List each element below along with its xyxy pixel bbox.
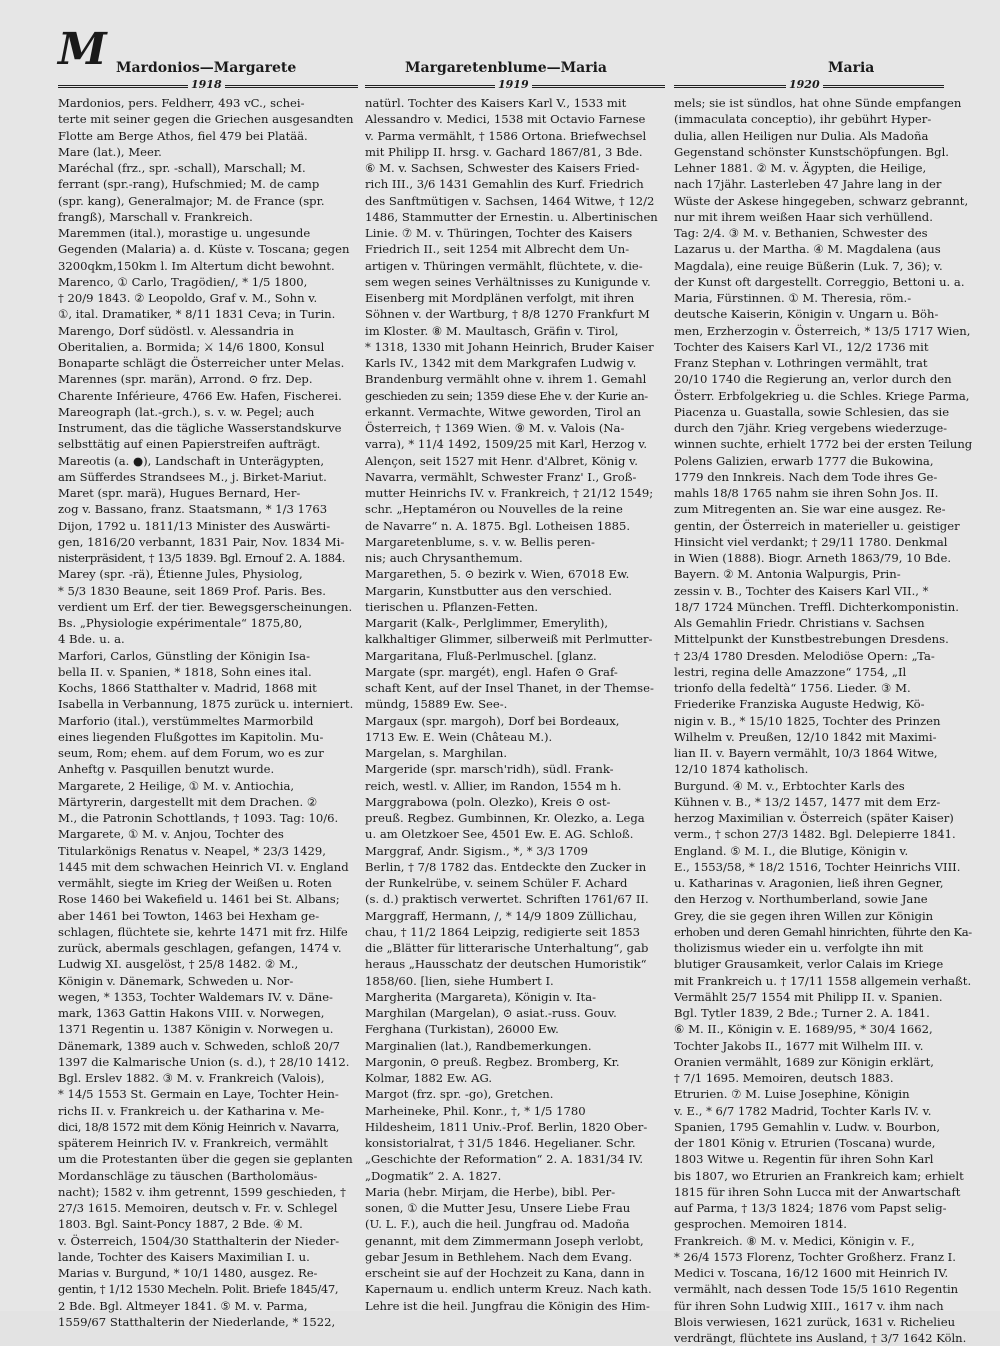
text-line: selbsttätig auf einen Papierstreifen aufträgt. bbox=[58, 437, 321, 452]
text-line: lian II. v. Bayern vermählt, 10/3 1864 Witwe, bbox=[674, 746, 938, 760]
text-line: des Sanftmütigen v. Sachsen, 1464 Witwe, † 12/2 bbox=[365, 193, 655, 208]
text-line: „Dogmatik“ 2. A. 1827. bbox=[365, 1168, 502, 1183]
text-line: Brandenburg vermählt ohne v. ihrem 1. Gemahl bbox=[365, 372, 647, 387]
text-line: Etrurien. ⑦ M. Luise Josephine, Königin bbox=[674, 1087, 910, 1102]
text-line: der Runkelrübe, v. seinem Schüler F. Achard bbox=[365, 876, 628, 890]
text-line: 3200qkm,150km l. Im Altertum dicht bewohnt. bbox=[58, 258, 335, 273]
text-line: (immaculata conceptio), ihr gebührt Hyper- bbox=[674, 112, 932, 127]
year-label: 1918 bbox=[188, 79, 225, 91]
text-line: Märtyrerin, dargestellt mit dem Drachen. ② bbox=[58, 794, 318, 809]
text-line: der Kunst oft dargestellt. Correggio, Bettoni u. a. bbox=[674, 274, 965, 289]
text-line: schaft Kent, auf der Insel Thanet, in der Themse- bbox=[365, 681, 654, 695]
text-line: Instrument, das die tägliche Wasserstandskurve bbox=[58, 421, 342, 435]
text-line: (s. d.) praktisch verwertet. Schriften 1761/67 II. bbox=[365, 892, 649, 907]
text-line: Marggrabowa (poln. Olezko), Kreis ⊙ ost- bbox=[365, 794, 611, 809]
text-line: Gegenstand schönster Kunstschöpfungen. Bgl. bbox=[674, 144, 949, 159]
text-line: Marginalien (lat.), Randbemerkungen. bbox=[365, 1038, 592, 1053]
text-column-middle bbox=[365, 95, 665, 1314]
text-line: 1397 die Kalmarische Union (s. d.), † 28/10 1412. bbox=[58, 1054, 350, 1069]
text-line: mit Philipp II. hrsg. v. Gachard 1867/81, 3 Bde. bbox=[365, 144, 643, 159]
text-line: 1445 mit dem schwachen Heinrich VI. v. England bbox=[58, 859, 349, 874]
text-line: vermählt, siegte im Krieg der Weißen u. Roten bbox=[58, 876, 332, 890]
text-line: Margelan, s. Marghilan. bbox=[365, 746, 508, 760]
text-line: Rose 1460 bei Wakefield u. 1461 bei St. Albans; bbox=[58, 892, 340, 907]
text-line: u. am Oletzkoer See, 4501 Ew. E. AG. Schloß. bbox=[365, 827, 634, 842]
text-line: 1803. Bgl. Saint-Poncy 1887, 2 Bde. ④ M. bbox=[58, 1217, 303, 1232]
text-line: Margarete, 2 Heilige, ① M. v. Antiochia, bbox=[58, 778, 295, 793]
text-line: sonen, ① die Mutter Jesu, Unsere Liebe Frau bbox=[365, 1201, 631, 1215]
text-line: für ihren Sohn Ludwig XIII., 1617 v. ihm nach bbox=[674, 1298, 944, 1313]
text-line: bis 1807, wo Etrurien an Frankreich kam; erhielt bbox=[674, 1168, 964, 1183]
text-line: verdient um Erf. der tier. Bewegsgerscheinungen. bbox=[58, 599, 353, 614]
text-line: der 1801 König v. Etrurien (Toscana) wurde, bbox=[674, 1136, 936, 1150]
text-line: Margarin, Kunstbutter aus den verschied. bbox=[365, 583, 612, 598]
text-line: * 14/5 1553 St. Germain en Laye, Tochter Hein- bbox=[58, 1087, 339, 1102]
text-line: u. Katharinas v. Aragonien, ließ ihren Gegner, bbox=[674, 876, 944, 890]
text-line: Spanien, 1795 Gemahlin v. Ludw. v. Bourbon, bbox=[674, 1119, 941, 1134]
text-line: mit Frankreich u. † 17/11 1558 allgemein verhaßt. bbox=[674, 973, 972, 988]
text-line: verdrängt, flüchtete ins Ausland, † 3/7 1642 Köln. bbox=[674, 1331, 967, 1345]
text-line: Friedrich II., seit 1254 mit Albrecht dem Un- bbox=[365, 242, 630, 257]
text-line: Mordanschläge zu täuschen (Bartholomäus- bbox=[58, 1168, 318, 1183]
text-line: Ludwig XI. ausgelöst, † 25/8 1482. ② M., bbox=[58, 957, 299, 972]
text-line: nigin v. B., * 15/10 1825, Tochter des Prinzen bbox=[674, 713, 941, 728]
text-line: bella II. v. Spanien, * 1818, Sohn eines ital. bbox=[58, 664, 312, 679]
text-line: Österr. Erbfolgekrieg u. die Schles. Kriege Parma, bbox=[674, 388, 970, 403]
text-line: nach 17jähr. Lasterleben 47 Jahre lang in der bbox=[674, 177, 942, 192]
year-rule-middle bbox=[365, 79, 665, 93]
text-line: Margate (spr. margét), engl. Hafen ⊙ Graf- bbox=[365, 664, 618, 679]
text-line: Grey, die sie gegen ihren Willen zur Königin bbox=[674, 908, 934, 923]
text-line: Hildesheim, 1811 Univ.-Prof. Berlin, 1820 Ober- bbox=[365, 1119, 648, 1134]
text-line: zessin v. B., Tochter des Kaisers Karl VII., * bbox=[674, 583, 929, 598]
text-line: Margonin, ⊙ preuß. Regbez. Bromberg, Kr. bbox=[365, 1054, 620, 1069]
year-rule-right bbox=[674, 79, 944, 93]
text-line: * 26/4 1573 Florenz, Tochter Großherz. Franz I. bbox=[674, 1249, 956, 1264]
text-line: Marey (spr. -rä), Étienne Jules, Physiolog, bbox=[58, 567, 303, 582]
text-line: Marias v. Burgund, * 10/1 1480, ausgez. Re- bbox=[58, 1266, 318, 1280]
text-line: Burgund. ④ M. v., Erbtochter Karls des bbox=[674, 778, 905, 793]
text-line: Medici v. Toscana, 16/12 1600 mit Heinrich IV. bbox=[674, 1266, 949, 1280]
text-line: preuß. Regbez. Gumbinnen, Kr. Olezko, a. Lega bbox=[365, 811, 645, 825]
text-line: Königin v. Dänemark, Schweden u. Nor- bbox=[58, 973, 294, 988]
text-line: richs II. v. Frankreich u. der Katharina v. Me- bbox=[58, 1103, 325, 1118]
text-line: Ferghana (Turkistan), 26000 Ew. bbox=[365, 1022, 559, 1037]
year-rule-left bbox=[58, 79, 358, 93]
text-line: Hinsicht viel verdankt; † 29/11 1780. Denkmal bbox=[674, 534, 948, 549]
text-line: die „Blätter für litterarische Unterhaltung“, gab bbox=[365, 941, 649, 955]
text-line: lestri, regina delle Amazzone“ 1754, „Il bbox=[674, 664, 907, 679]
text-line: um die Protestanten über die gegen sie geplanten bbox=[58, 1152, 353, 1167]
text-line: schlagen, flüchtete sie, kehrte 1471 mit frz. Hilfe bbox=[58, 924, 348, 939]
text-line: sem wegen seines Verhältnisses zu Kunigunde v. bbox=[365, 274, 651, 289]
text-line: Vermählt 25/7 1554 mit Philipp II. v. Spanien. bbox=[674, 989, 943, 1004]
text-line: lande, Tochter des Kaisers Maximilian I. u. bbox=[58, 1249, 310, 1264]
text-line: Marenco, ① Carlo, Tragödien/, * 1/5 1800, bbox=[58, 274, 308, 289]
text-line: Tag: 2/4. ③ M. v. Bethanien, Schwester des bbox=[674, 226, 928, 240]
text-line: Mittelpunkt der Kunstbestrebungen Dresdens. bbox=[674, 632, 949, 647]
running-head-right: Maria bbox=[828, 60, 875, 76]
text-line: Alessandro v. Medici, 1538 mit Octavio Farnese bbox=[365, 112, 646, 127]
text-line: gebar Jesum in Bethlehem. Nach dem Evang. bbox=[365, 1249, 633, 1264]
text-line: v. Österreich, 1504/30 Statthalterin der Nieder- bbox=[58, 1233, 340, 1248]
text-line: kalkhaltiger Glimmer, silberweiß mit Perlmutter- bbox=[365, 632, 653, 647]
text-line: aber 1461 bei Towton, 1463 bei Hexham ge- bbox=[58, 908, 320, 923]
text-line: E., 1553/58, * 18/2 1516, Tochter Heinrichs VIII. bbox=[674, 859, 961, 874]
text-line: in Wien (1888). Biogr. Arneth 1863/79, 10 Bde. bbox=[674, 551, 951, 565]
running-head-middle: Margaretenblume—Maria bbox=[405, 60, 607, 76]
text-line: chau, † 11/2 1864 Leipzig, redigierte seit 1853 bbox=[365, 924, 641, 939]
text-line: Kochs, 1866 Statthalter v. Madrid, 1868 mit bbox=[58, 681, 317, 695]
text-line: seum, Rom; ehem. auf dem Forum, wo es zur bbox=[58, 746, 324, 760]
text-line: varra), * 11/4 1492, 1509/25 mit Karl, Herzog v. bbox=[365, 437, 648, 452]
text-column-right bbox=[674, 95, 974, 1346]
text-line: * 5/3 1830 Beaune, seit 1869 Prof. Paris. Bes. bbox=[58, 583, 326, 598]
text-line: mutter Heinrichs IV. v. Frankreich, † 21/12 1549; bbox=[365, 486, 654, 500]
text-line: genannt, mit dem Zimmermann Joseph verlobt, bbox=[365, 1233, 644, 1248]
text-line: Söhnen v. der Wartburg, † 8/8 1270 Frankfurt M bbox=[365, 307, 650, 322]
text-line: men, Erzherzogin v. Österreich, * 13/5 1717 Wien, bbox=[674, 323, 971, 338]
text-line: 12/10 1874 katholisch. bbox=[674, 762, 809, 777]
text-line: vermählt, nach dessen Tode 15/5 1610 Regentin bbox=[674, 1282, 959, 1297]
text-line: trionfo della fedeltà“ 1756. Lieder. ③ M. bbox=[674, 681, 911, 695]
text-line: erkannt. Vermachte, Witwe geworden, Tirol an bbox=[365, 404, 641, 419]
text-line: Marengo, Dorf südöstl. v. Alessandria in bbox=[58, 323, 294, 338]
text-line: nur mit ihrem weißen Haar sich verhüllend. bbox=[674, 209, 933, 224]
text-line: Lehner 1881. ② M. v. Ägypten, die Heilige, bbox=[674, 161, 927, 175]
text-line: frangß), Marschall v. Frankreich. bbox=[58, 209, 253, 224]
text-line: 1779 den Innkreis. Nach dem Tode ihres Ge- bbox=[674, 469, 938, 484]
text-line: verm., † schon 27/3 1482. Bgl. Delepierre 1841. bbox=[674, 827, 956, 842]
text-line: zurück, abermals geschlagen, gefangen, 1474 v. bbox=[58, 941, 342, 955]
text-line: (spr. kang), Generalmajor; M. de France (spr. bbox=[58, 193, 325, 208]
text-line: Bayern. ② M. Antonia Walpurgis, Prin- bbox=[674, 567, 901, 582]
text-line: Flotte am Berge Athos, fiel 479 bei Platää. bbox=[58, 128, 308, 143]
text-line: (U. L. F.), auch die heil. Jungfrau od. Madoña bbox=[365, 1217, 630, 1232]
text-line: Lazarus u. der Martha. ④ M. Magdalena (aus bbox=[674, 242, 941, 257]
text-line: dulia, allen Heiligen nur Dulia. Als Madoña bbox=[674, 128, 929, 143]
text-line: Marggraff, Hermann, /, * 14/9 1809 Züllichau, bbox=[365, 908, 637, 923]
text-line: reich, westl. v. Allier, im Randon, 1554 m h. bbox=[365, 778, 622, 793]
text-line: ⑥ M. II., Königin v. E. 1689/95, * 30/4 1662, bbox=[674, 1022, 933, 1037]
text-line: Gegenden (Malaria) a. d. Küste v. Toscana; gegen bbox=[58, 242, 350, 257]
text-line: konsistorialrat, † 31/5 1846. Hegelianer. Schr. bbox=[365, 1136, 636, 1150]
text-line: M., die Patronin Schottlands, † 1093. Tag: 10/6. bbox=[58, 811, 339, 825]
text-line: Kolmar, 1882 Ew. AG. bbox=[365, 1071, 493, 1085]
text-line: 1371 Regentin u. 1387 Königin v. Norwegen u. bbox=[58, 1022, 334, 1037]
text-line: v. Parma vermählt, † 1586 Ortona. Briefwechsel bbox=[365, 128, 647, 143]
text-line: † 7/1 1695. Memoiren, deutsch 1883. bbox=[674, 1071, 894, 1085]
text-line: Margarit (Kalk-, Perlglimmer, Emerylith), bbox=[365, 616, 609, 630]
text-line: Wilhelm v. Preußen, 12/10 1842 mit Maximi- bbox=[674, 729, 937, 744]
text-line: Margherita (Margareta), Königin v. Ita- bbox=[365, 989, 597, 1004]
text-line: 2 Bde. Bgl. Altmeyer 1841. ⑤ M. v. Parma, bbox=[58, 1298, 308, 1313]
text-line: erscheint sie auf der Hochzeit zu Kana, dann in bbox=[365, 1266, 645, 1280]
text-line: Marghilan (Margelan), ⊙ asiat.-russ. Gouv. bbox=[365, 1006, 617, 1020]
text-line: Mardonios, pers. Feldherr, 493 vC., schei- bbox=[58, 96, 305, 110]
text-line: „Geschichte der Reformation“ 2. A. 1831/34 IV. bbox=[365, 1152, 644, 1167]
text-line: heraus „Hausschatz der deutschen Humoristik“ bbox=[365, 957, 647, 972]
text-line: dici, 18/8 1572 mit dem König Heinrich v. Navarra, bbox=[58, 1119, 340, 1134]
text-line: mark, 1363 Gattin Hakons VIII. v. Norwegen, bbox=[58, 1006, 325, 1020]
text-line: * 1318, 1330 mit Johann Heinrich, Bruder Kaiser bbox=[365, 339, 654, 354]
text-line: Piacenza u. Guastalla, sowie Schlesien, das sie bbox=[674, 404, 950, 419]
text-line: de Navarre“ n. A. 1875. Bgl. Lotheisen 1885. bbox=[365, 518, 631, 533]
year-label: 1919 bbox=[495, 79, 532, 91]
text-line: † 20/9 1843. ② Leopoldo, Graf v. M., Sohn v. bbox=[58, 291, 318, 305]
text-line: Tochter des Kaisers Karl VI., 12/2 1736 mit bbox=[674, 339, 929, 354]
text-line: Mareograph (lat.-grch.), s. v. w. Pegel; auch bbox=[58, 404, 315, 419]
text-line: 1858/60. [lien, siehe Humbert I. bbox=[365, 973, 554, 988]
text-line: Marforio (ital.), verstümmeltes Marmorbild bbox=[58, 713, 314, 728]
text-line: Als Gemahlin Friedr. Christians v. Sachsen bbox=[674, 616, 925, 630]
text-line: Eisenberg mit Mordplänen verfolgt, mit ihren bbox=[365, 291, 635, 305]
text-line: Frankreich. ⑧ M. v. Medici, Königin v. F., bbox=[674, 1233, 915, 1248]
text-line: Bgl. Tytler 1839, 2 Bde.; Turner 2. A. 1841. bbox=[674, 1006, 930, 1020]
text-line: Margeride (spr. marsch'ridh), südl. Frank- bbox=[365, 762, 614, 777]
text-line: Maréchal (frz., spr. -schall), Marschall; M. bbox=[58, 161, 306, 175]
text-line: Marheineke, Phil. Konr., †, * 1/5 1780 bbox=[365, 1103, 586, 1118]
text-line: Oranien vermählt, 1689 zur Königin erklärt, bbox=[674, 1054, 934, 1069]
text-line: Oberitalien, a. Bormida; ⚔ 14/6 1800, Konsul bbox=[58, 339, 325, 354]
text-line: wegen, * 1353, Tochter Waldemars IV. v. Däne- bbox=[58, 989, 333, 1004]
text-line: Bgl. Erslev 1882. ③ M. v. Frankreich (Valois), bbox=[58, 1071, 325, 1085]
text-line: geschieden zu sein; 1359 diese Ehe v. der Kurie an- bbox=[365, 388, 648, 403]
text-line: Anheftg v. Pasquillen benutzt wurde. bbox=[58, 762, 275, 777]
text-line: Bonaparte schlägt die Österreicher unter Melas. bbox=[58, 356, 345, 370]
text-line: England. ⑤ M. I., die Blutige, Königin v. bbox=[674, 843, 909, 858]
text-line: † 23/4 1780 Dresden. Melodiöse Opern: „Ta- bbox=[674, 648, 935, 663]
text-line: durch den 7jähr. Krieg vergebens wiederzuge- bbox=[674, 421, 948, 435]
text-line: Margarete, ① M. v. Anjou, Tochter des bbox=[58, 827, 284, 842]
text-line: Dijon, 1792 u. 1811/13 Minister des Auswärti- bbox=[58, 518, 331, 533]
text-line: blutiger Grausamkeit, verlor Calais im Kriege bbox=[674, 957, 944, 972]
text-line: Bs. „Physiologie expérimentale“ 1875,80, bbox=[58, 616, 303, 630]
text-line: Magdala), eine reuige Büßerin (Luk. 7, 36); v. bbox=[674, 258, 943, 273]
text-line: herzog Maximilian v. Österreich (später Kaiser) bbox=[674, 811, 954, 825]
text-line: Karls IV., 1342 mit dem Markgrafen Ludwig v. bbox=[365, 356, 637, 370]
text-line: nisterpräsident, † 13/5 1839. Bgl. Ernouf 2. A. 1884. bbox=[58, 551, 345, 565]
text-line: nacht); 1582 v. ihm getrennt, 1599 geschieden, † bbox=[58, 1184, 346, 1199]
text-line: Österreich, † 1369 Wien. ⑨ M. v. Valois (Na- bbox=[365, 421, 625, 435]
text-line: gentin, † 1/12 1530 Mecheln. Polit. Briefe 1845/47, bbox=[58, 1282, 339, 1297]
text-line: 1803 Witwe u. Regentin für ihren Sohn Karl bbox=[674, 1152, 934, 1167]
text-line: zum Mitregenten an. Sie war eine ausgez. Re- bbox=[674, 502, 946, 517]
text-line: 4 Bde. u. a. bbox=[58, 632, 125, 647]
running-head-left: Mardonios—Margarete bbox=[116, 60, 297, 76]
text-line: mahls 18/8 1765 nahm sie ihren Sohn Jos. II. bbox=[674, 486, 939, 500]
text-line: rich III., 3/6 1431 Gemahlin des Kurf. Friedrich bbox=[365, 177, 644, 192]
text-line: 1815 für ihren Sohn Lucca mit der Anwartschaft bbox=[674, 1184, 961, 1199]
text-line: Dänemark, 1389 auch v. Schweden, schloß 20/7 bbox=[58, 1038, 341, 1053]
text-line: artigen v. Thüringen vermählt, flüchtete, v. die- bbox=[365, 258, 643, 273]
text-line: Tochter Jakobs II., 1677 mit Wilhelm III. v. bbox=[674, 1038, 924, 1053]
text-line: eines liegenden Flußgottes im Kapitolin. Mu- bbox=[58, 729, 324, 744]
text-line: Blois verwiesen, 1621 zurück, 1631 v. Richelieu bbox=[674, 1314, 956, 1329]
text-line: Margaritana, Fluß-Perlmuschel. [glanz. bbox=[365, 648, 597, 663]
text-line: gentin, der Österreich in materieller u. geistiger bbox=[674, 518, 960, 533]
text-line: tierischen u. Pflanzen-Fetten. bbox=[365, 599, 539, 614]
text-line: Polens Galizien, erwarb 1777 die Bukowina, bbox=[674, 453, 934, 468]
text-line: Maremmen (ital.), morastige u. ungesunde bbox=[58, 226, 311, 240]
text-line: tholizismus wieder ein u. verfolgte ihn mit bbox=[674, 941, 924, 955]
text-line: nis; auch Chrysanthemum. bbox=[365, 551, 523, 565]
text-column-left bbox=[58, 95, 358, 1330]
text-line: mündg, 15889 Ew. See-. bbox=[365, 697, 508, 712]
text-line: 18/7 1724 München. Treffl. Dichterkomponistin. bbox=[674, 599, 959, 614]
text-line: 20/10 1740 die Regierung an, verlor durch den bbox=[674, 372, 952, 387]
text-line: gesprochen. Memoiren 1814. bbox=[674, 1217, 847, 1232]
text-line: auf Parma, † 13/3 1824; 1876 vom Papst selig- bbox=[674, 1201, 947, 1215]
text-line: Marennes (spr. marän), Arrond. ⊙ frz. Dep. bbox=[58, 372, 313, 387]
text-line: Maria (hebr. Mirjam, die Herbe), bibl. Per- bbox=[365, 1184, 616, 1199]
text-line: Charente Inférieure, 4766 Ew. Hafen, Fischerei. bbox=[58, 388, 342, 403]
text-line: winnen suchte, erhielt 1772 bei der ersten Teilung bbox=[674, 437, 973, 452]
text-line: Kühnen v. B., * 13/2 1457, 1477 mit dem Erz- bbox=[674, 794, 941, 809]
text-line: Maret (spr. marä), Hugues Bernard, Her- bbox=[58, 486, 301, 500]
text-line: 1559/67 Statthalterin der Niederlande, * 1522, bbox=[58, 1314, 336, 1329]
text-line: im Kloster. ⑧ M. Maultasch, Gräfin v. Tirol, bbox=[365, 323, 619, 338]
text-line: Franz Stephan v. Lothringen vermählt, trat bbox=[674, 356, 928, 370]
text-line: zog v. Bassano, franz. Staatsmann, * 1/3 1763 bbox=[58, 502, 328, 517]
text-line: Mare (lat.), Meer. bbox=[58, 144, 162, 159]
text-line: Wüste der Askese hingegeben, schwarz gebrannt, bbox=[674, 193, 969, 208]
text-line: späterem Heinrich IV. v. Frankreich, vermählt bbox=[58, 1136, 328, 1150]
text-line: Kapernaum u. endlich unterm Kreuz. Nach kath. bbox=[365, 1282, 652, 1297]
text-line: erhoben und deren Gemahl hinrichten, führte den Ka- bbox=[674, 924, 972, 939]
text-line: Berlin, † 7/8 1782 das. Entdeckte den Zucker in bbox=[365, 859, 647, 874]
text-line: Margaretenblume, s. v. w. Bellis peren- bbox=[365, 534, 595, 549]
text-line: den Herzog v. Northumberland, sowie Jane bbox=[674, 892, 928, 907]
text-line: Titularkönigs Renatus v. Neapel, * 23/3 1429, bbox=[58, 843, 326, 858]
year-label: 1920 bbox=[786, 79, 823, 91]
section-letter: M bbox=[58, 24, 107, 75]
text-line: ①, ital. Dramatiker, * 8/11 1831 Ceva; in Turin. bbox=[58, 307, 336, 322]
text-line: v. E., * 6/7 1782 Madrid, Tochter Karls IV. v. bbox=[674, 1103, 932, 1118]
text-line: Maria, Fürstinnen. ① M. Theresia, röm.- bbox=[674, 291, 912, 305]
text-line: 27/3 1615. Memoiren, deutsch v. Fr. v. Schlegel bbox=[58, 1201, 338, 1215]
text-line: Margaux (spr. margoh), Dorf bei Bordeaux, bbox=[365, 713, 620, 728]
text-line: ⑥ M. v. Sachsen, Schwester des Kaisers Fried- bbox=[365, 161, 640, 175]
text-line: Linie. ⑦ M. v. Thüringen, Tochter des Kaisers bbox=[365, 226, 633, 240]
text-line: Mareotis (a. ●), Landschaft in Unterägypten, bbox=[58, 453, 325, 468]
text-line: schr. „Heptaméron ou Nouvelles de la reine bbox=[365, 502, 623, 517]
text-line: am Süfferdes Strandsees M., j. Birket-Mariut. bbox=[58, 469, 327, 484]
text-line: Marggraf, Andr. Sigism., *, * 3/3 1709 bbox=[365, 843, 589, 858]
text-line: Navarra, vermählt, Schwester Franz' I., Groß- bbox=[365, 469, 637, 484]
text-line: Marfori, Carlos, Günstling der Königin Isa- bbox=[58, 648, 310, 663]
text-line: Margot (frz. spr. -go), Gretchen. bbox=[365, 1087, 554, 1102]
text-line: Alençon, seit 1527 mit Henr. d'Albret, König v. bbox=[365, 453, 638, 468]
text-line: 1486, Stammutter der Ernestin. u. Albertinischen bbox=[365, 209, 658, 224]
text-line: terte mit seiner gegen die Griechen ausgesandten bbox=[58, 112, 354, 127]
text-line: Margarethen, 5. ⊙ bezirk v. Wien, 67018 Ew. bbox=[365, 567, 630, 582]
text-line: deutsche Kaiserin, Königin v. Ungarn u. Böh- bbox=[674, 307, 939, 322]
text-line: mels; sie ist sündlos, hat ohne Sünde empfangen bbox=[674, 96, 962, 110]
text-line: Isabella in Verbannung, 1875 zurück u. interniert. bbox=[58, 697, 354, 712]
text-line: ferrant (spr.-rang), Hufschmied; M. de camp bbox=[58, 177, 320, 192]
text-line: 1713 Ew. E. Wein (Château M.). bbox=[365, 729, 553, 744]
text-line: natürl. Tochter des Kaisers Karl V., 1533 mit bbox=[365, 96, 627, 110]
text-line: Lehre ist die heil. Jungfrau die Königin des Him- bbox=[365, 1298, 650, 1313]
text-line: Friederike Franziska Auguste Hedwig, Kö- bbox=[674, 697, 925, 712]
text-line: gen, 1816/20 verbannt, 1831 Pair, Nov. 1834 Mi- bbox=[58, 534, 345, 549]
